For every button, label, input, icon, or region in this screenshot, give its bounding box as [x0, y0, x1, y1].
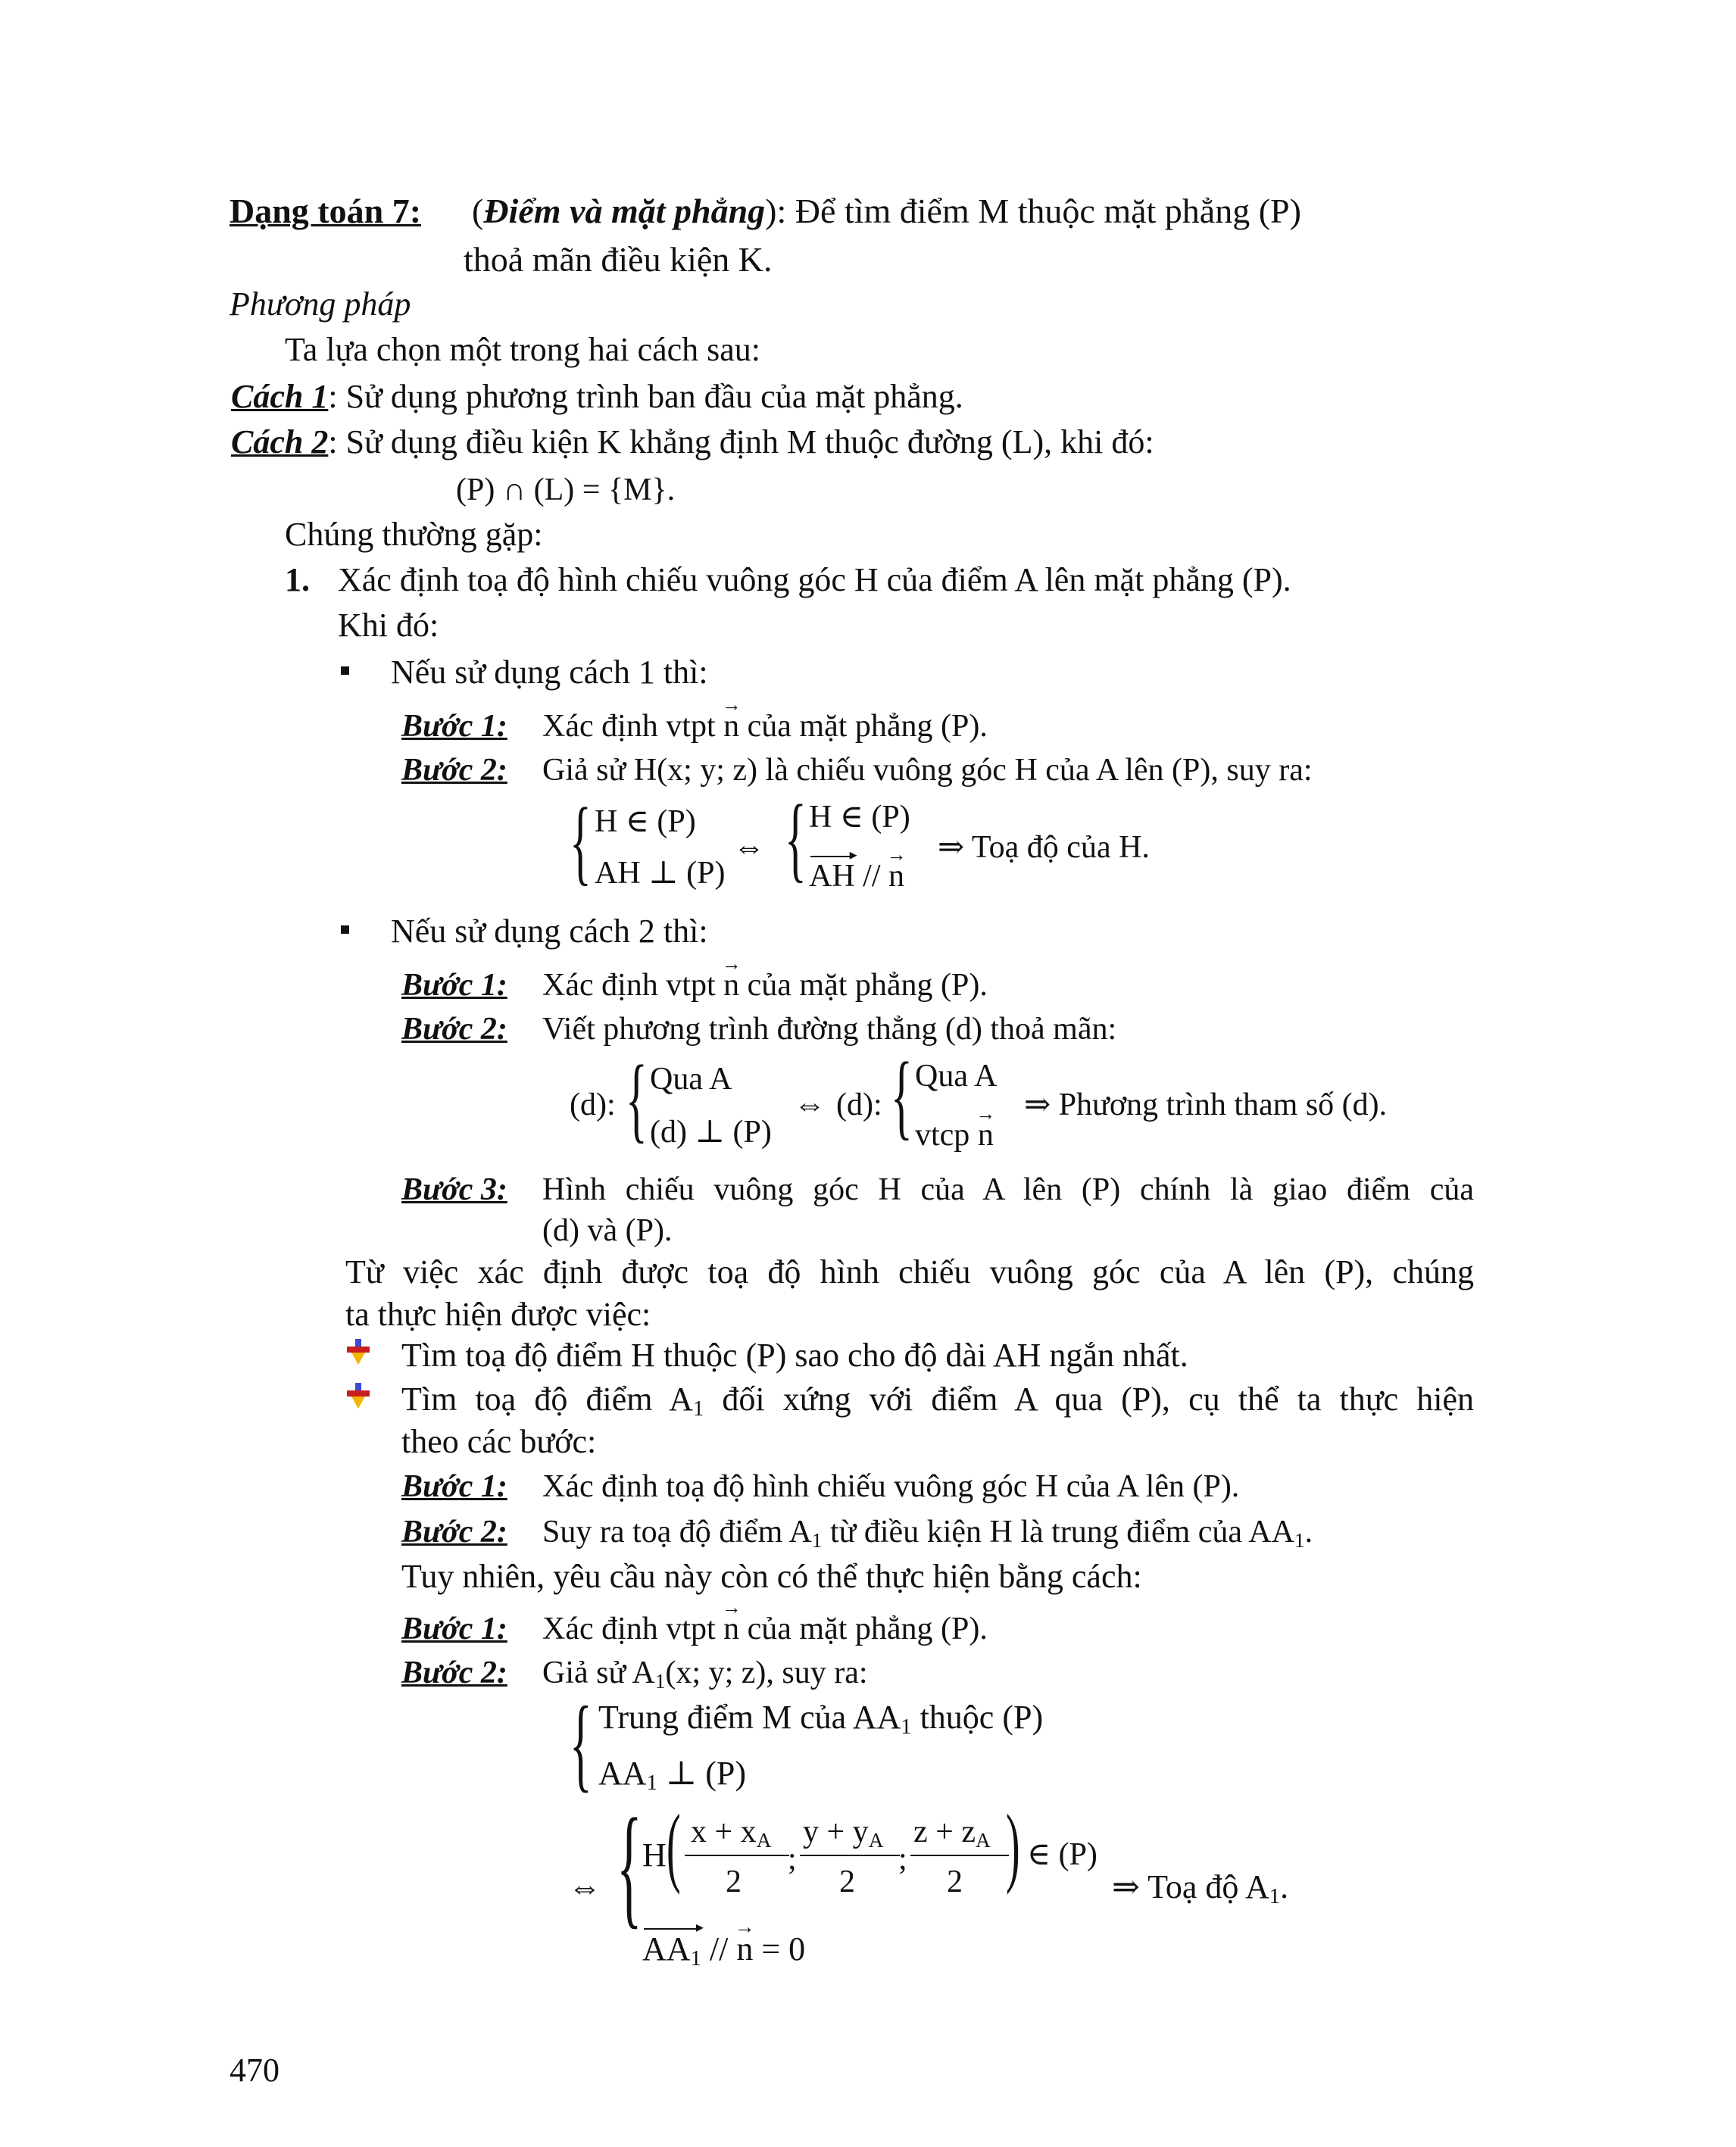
- s1-step-2-label: Bước 2:: [401, 753, 507, 788]
- method-title: Phương pháp: [229, 286, 411, 323]
- sys2-l1: Qua A: [650, 1062, 732, 1097]
- sys4-H: H: [642, 1836, 667, 1874]
- usually-text: Chúng thường gặp:: [285, 516, 543, 553]
- fraction-x: $x + x_A$ 2: [685, 1810, 789, 1899]
- paren-left: (: [667, 1797, 681, 1896]
- however-text: Tuy nhiên, yêu cầu này còn có thể thực hiện bằng cách:: [401, 1558, 1142, 1595]
- sys1-l2: AH ⊥ (P): [595, 856, 726, 891]
- brace-left: {: [570, 1687, 592, 1803]
- fraction-z: $z + z_A$ 2: [910, 1810, 1009, 1899]
- sys1-equiv: ⇔: [733, 830, 765, 865]
- from-text: Từ việc xác định được toạ độ hình chiếu vuông góc của A lên (P), chúng: [345, 1253, 1474, 1290]
- p-step-1-label: Bước 1:: [401, 1469, 507, 1504]
- bullet-1-text: Nếu sử dụng cách 1 thì:: [391, 654, 708, 691]
- sys3-l1: Trung điểm M của $AA_1$ thuộc (P): [598, 1699, 1044, 1740]
- intersection-formula: (P) ∩ (L) = {M}.: [456, 473, 676, 507]
- sys1-r1: H ∈ (P): [809, 800, 910, 835]
- sys2-d: (d):: [570, 1088, 616, 1122]
- sys2-r1: Qua A: [915, 1059, 998, 1094]
- heading-label: Dạng toán 7:: [229, 192, 422, 230]
- sys4-result: ⇒ Toạ độ $A_1$.: [1112, 1868, 1289, 1909]
- plus-2-text: Tìm toạ độ điểm $A_1$ đối xứng với điểm A qua (P), cụ thể ta thực hiện: [401, 1381, 1474, 1421]
- sys2-l2: (d) ⊥ (P): [650, 1115, 772, 1150]
- p-step-1-text: Xác định toạ độ hình chiếu vuông góc H của A lên (P).: [542, 1469, 1240, 1504]
- plus-1-text: Tìm toạ độ điểm H thuộc (P) sao cho độ dài AH ngắn nhất.: [401, 1337, 1188, 1374]
- item-1-number: 1.: [285, 561, 310, 598]
- sys1-l1: H ∈ (P): [595, 804, 696, 839]
- s2-step-1-label: Bước 1:: [401, 968, 507, 1003]
- sys2-equiv: ⇔: [794, 1088, 826, 1122]
- intro-text: Ta lựa chọn một trong hai cách sau:: [285, 331, 761, 368]
- q-step-2-text: Giả sử $A_1(x$; y; z), suy ra:: [542, 1655, 868, 1693]
- s2-step-2-label: Bước 2:: [401, 1012, 507, 1047]
- sys4-equiv: ⇔: [568, 1868, 601, 1905]
- heading-text-2: thoả mãn điều kiện K.: [464, 240, 773, 279]
- sys4-l2: $AA_1$ ▸ // → n = 0: [642, 1933, 805, 1971]
- q-step-2-label: Bước 2:: [401, 1655, 507, 1690]
- brace-left: {: [626, 1046, 648, 1152]
- item-1-text-2: Khi đó:: [338, 607, 439, 644]
- fraction-y: $y + y_A$ 2: [800, 1810, 900, 1899]
- cach-1: Cách 1: Sử dụng phương trình ban đầu của mặt phẳng.: [231, 378, 963, 415]
- s2-step-3-label: Bước 3:: [401, 1172, 507, 1207]
- s2-step-3-text-2: (d) và (P).: [542, 1213, 673, 1248]
- brace-left: {: [570, 788, 592, 894]
- q-step-1-text: Xác định vtpt → n của mặt phẳng (P).: [542, 1613, 988, 1645]
- semicolon: ;: [898, 1842, 907, 1877]
- sys2-r2: vtcp → n: [915, 1119, 994, 1151]
- item-1-text: Xác định toạ độ hình chiếu vuông góc H của điểm A lên mặt phẳng (P).: [338, 561, 1291, 598]
- plus-2-text-2: theo các bước:: [401, 1423, 597, 1460]
- sys2-result: ⇒ Phương trình tham số (d).: [1024, 1088, 1388, 1122]
- semicolon: ;: [788, 1842, 797, 1877]
- from-text-2: ta thực hiện được việc:: [345, 1296, 651, 1333]
- sys3-l2: $AA_1$ ⊥ (P): [598, 1755, 747, 1796]
- bullet-2-text: Nếu sử dụng cách 2 thì:: [391, 913, 708, 950]
- bullet-square-icon: [341, 925, 349, 934]
- bullet-square-icon: [341, 666, 349, 675]
- brace-right: {: [891, 1043, 913, 1149]
- plus-arrow-icon: [347, 1383, 370, 1409]
- sys1-r2: AH ▸ // → n: [809, 860, 904, 892]
- page-number: 470: [229, 2052, 279, 2089]
- p-step-2-label: Bước 2:: [401, 1515, 507, 1549]
- s1-step-1-text: Xác định vtpt → n của mặt phẳng (P).: [542, 710, 988, 742]
- paren-right: ): [1006, 1797, 1020, 1896]
- brace-left: {: [617, 1793, 642, 1943]
- brace-right: {: [785, 785, 807, 891]
- cach-2: Cách 2: Sử dụng điều kiện K khẳng định M thuộc đường (L), khi đó:: [231, 423, 1154, 460]
- s1-step-1-label: Bước 1:: [401, 709, 507, 744]
- p-step-2-text: Suy ra toạ độ điểm $A_1$ từ điều kiện H là trung điểm của $AA_1$.: [542, 1515, 1313, 1552]
- s2-step-3-text: Hình chiếu vuông góc H của A lên (P) chính là giao điểm của: [542, 1172, 1474, 1207]
- s2-step-1-text: Xác định vtpt → n của mặt phẳng (P).: [542, 969, 988, 1001]
- s2-step-2-text: Viết phương trình đường thẳng (d) thoả mãn:: [542, 1012, 1117, 1047]
- heading-text: (Điểm và mặt phẳng): Để tìm điểm M thuộc mặt phẳng (P): [472, 192, 1301, 230]
- sys1-result: ⇒ Toạ độ của H.: [938, 830, 1150, 865]
- sys4-inP: ∈ (P): [1027, 1837, 1097, 1872]
- plus-arrow-icon: [347, 1339, 370, 1365]
- q-step-1-label: Bước 1:: [401, 1612, 507, 1646]
- s1-step-2-text: Giả sử H(x; y; z) là chiếu vuông góc H của A lên (P), suy ra:: [542, 753, 1313, 788]
- sys2-d2: (d):: [836, 1088, 882, 1122]
